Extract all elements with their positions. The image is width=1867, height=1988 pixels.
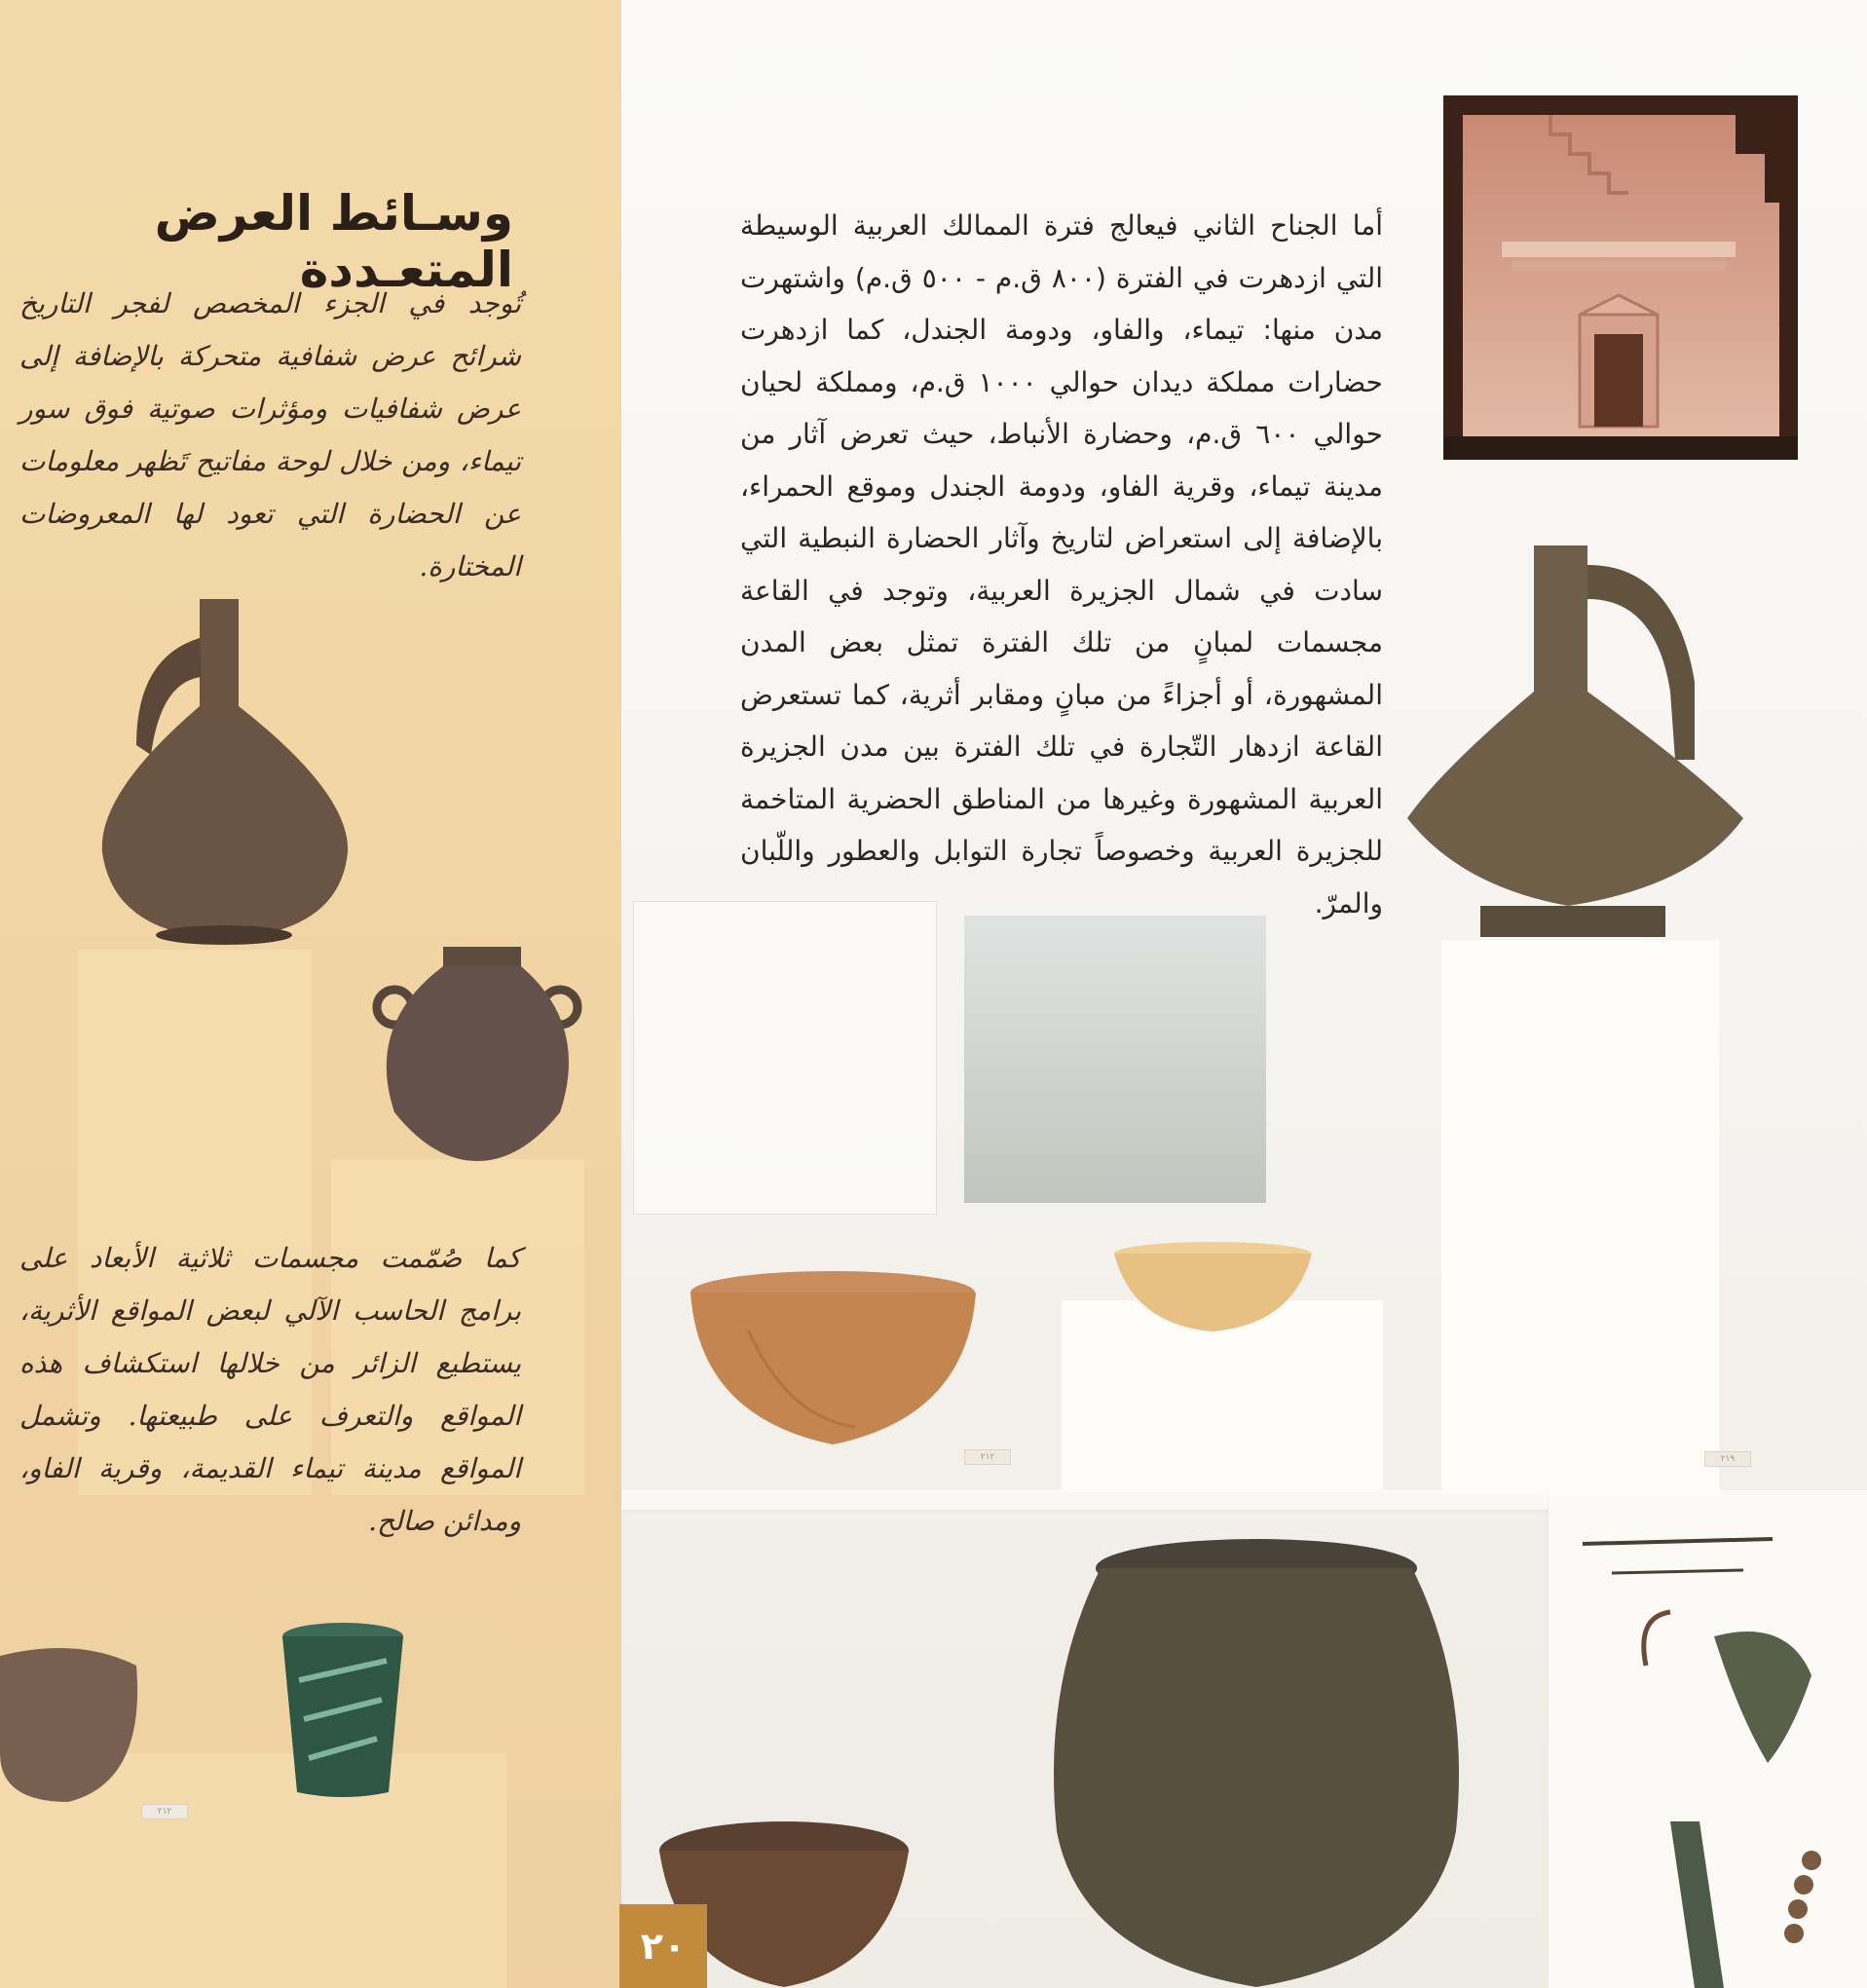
jug-left-icon bbox=[93, 599, 360, 945]
tomb-facade-photo bbox=[1443, 95, 1798, 460]
metal-artifacts-icon bbox=[1578, 1529, 1867, 1988]
main-paragraph: أما الجناح الثاني فيعالج فترة الممالك العربية الوسيطة التي ازدهرت في الفترة (٨٠٠ ق.م - ٥٠٠ ق.م) واشتهرت مدن منها: تيماء، والفاو، ودومة الجندل، كما ازدهرت حضارات مملكة ديدان حوالي ١٠٠٠ ق.م، ومملكة لحيان حوالي ٦٠٠ ق.م، وحضارة الأنباط، حيث تعرض آثار من مدينة تيماء، وقرية الفاو، ودومة الجندل وموقع الحمراء، بالإضافة إلى استعراض لتاريخ وآثار الحضارة النبطية التي سادت في شمال الجزيرة العربية، وتوجد في القاعة مجسمات لمبانٍ من تلك الفترة تمثل بعض المدن المشهورة، أو أجزاءً من مبانٍ ومقابر أثرية، كما تستعرض القاعة ازدهار التّجارة في تلك الفترة بين مدن الجزيرة العربية المشهورة وغيرها من المناطق الحضرية المتاخمة للجزيرة العربية وخصوصاً تجارة التوابل والعطور واللّبان والمرّ. bbox=[740, 209, 1384, 919]
exhibit-label-tag: ٢١٢ bbox=[141, 1804, 188, 1819]
exhibit-label-tag: ٢١٢ bbox=[964, 1449, 1011, 1465]
jar-dark-large-icon bbox=[1052, 1539, 1461, 1988]
tomb-facade-illustration bbox=[1443, 95, 1798, 460]
section-heading: وسـائط العرض المتعـددة bbox=[154, 185, 513, 298]
bowl-alabaster-icon bbox=[1113, 1242, 1313, 1334]
page-number: ٢٠ bbox=[619, 1904, 707, 1988]
glass-beaker-icon bbox=[280, 1622, 406, 1802]
jar-two-handle-icon bbox=[375, 947, 579, 1166]
faded-city-photo bbox=[964, 916, 1266, 1203]
bowl-large-icon bbox=[690, 1271, 977, 1446]
faded-map-panel bbox=[633, 901, 937, 1215]
side-paragraph-1: تُوجد في الجزء المخصص لفجر التاريخ شرائح عرض شفافية متحركة بالإضافة إلى عرض شفافيات ومؤثرات صوتية فوق سور تيماء، ومن خلال لوحة مفاتيح تَظهر معلومات عن الحضارة التي تعود لها المعروضات المختارة. bbox=[19, 287, 521, 582]
exhibit-label-tag: ٢١٩ bbox=[1704, 1451, 1751, 1467]
cup-left-icon bbox=[0, 1636, 141, 1807]
pedestal-jug-right bbox=[1441, 940, 1719, 1495]
jug-right-icon bbox=[1402, 545, 1748, 945]
side-paragraph-2: كما صُمّمت مجسمات ثلاثية الأبعاد على برامج الحاسب الآلي لبعض المواقع الأثرية، يستطيع الزائر من خلالها استكشاف هذه المواقع والتعرف على طبيعتها. وتشمل المواقع مدينة تيماء القديمة، وقرية الفاو، ومدائن صالح. bbox=[19, 1242, 521, 1537]
